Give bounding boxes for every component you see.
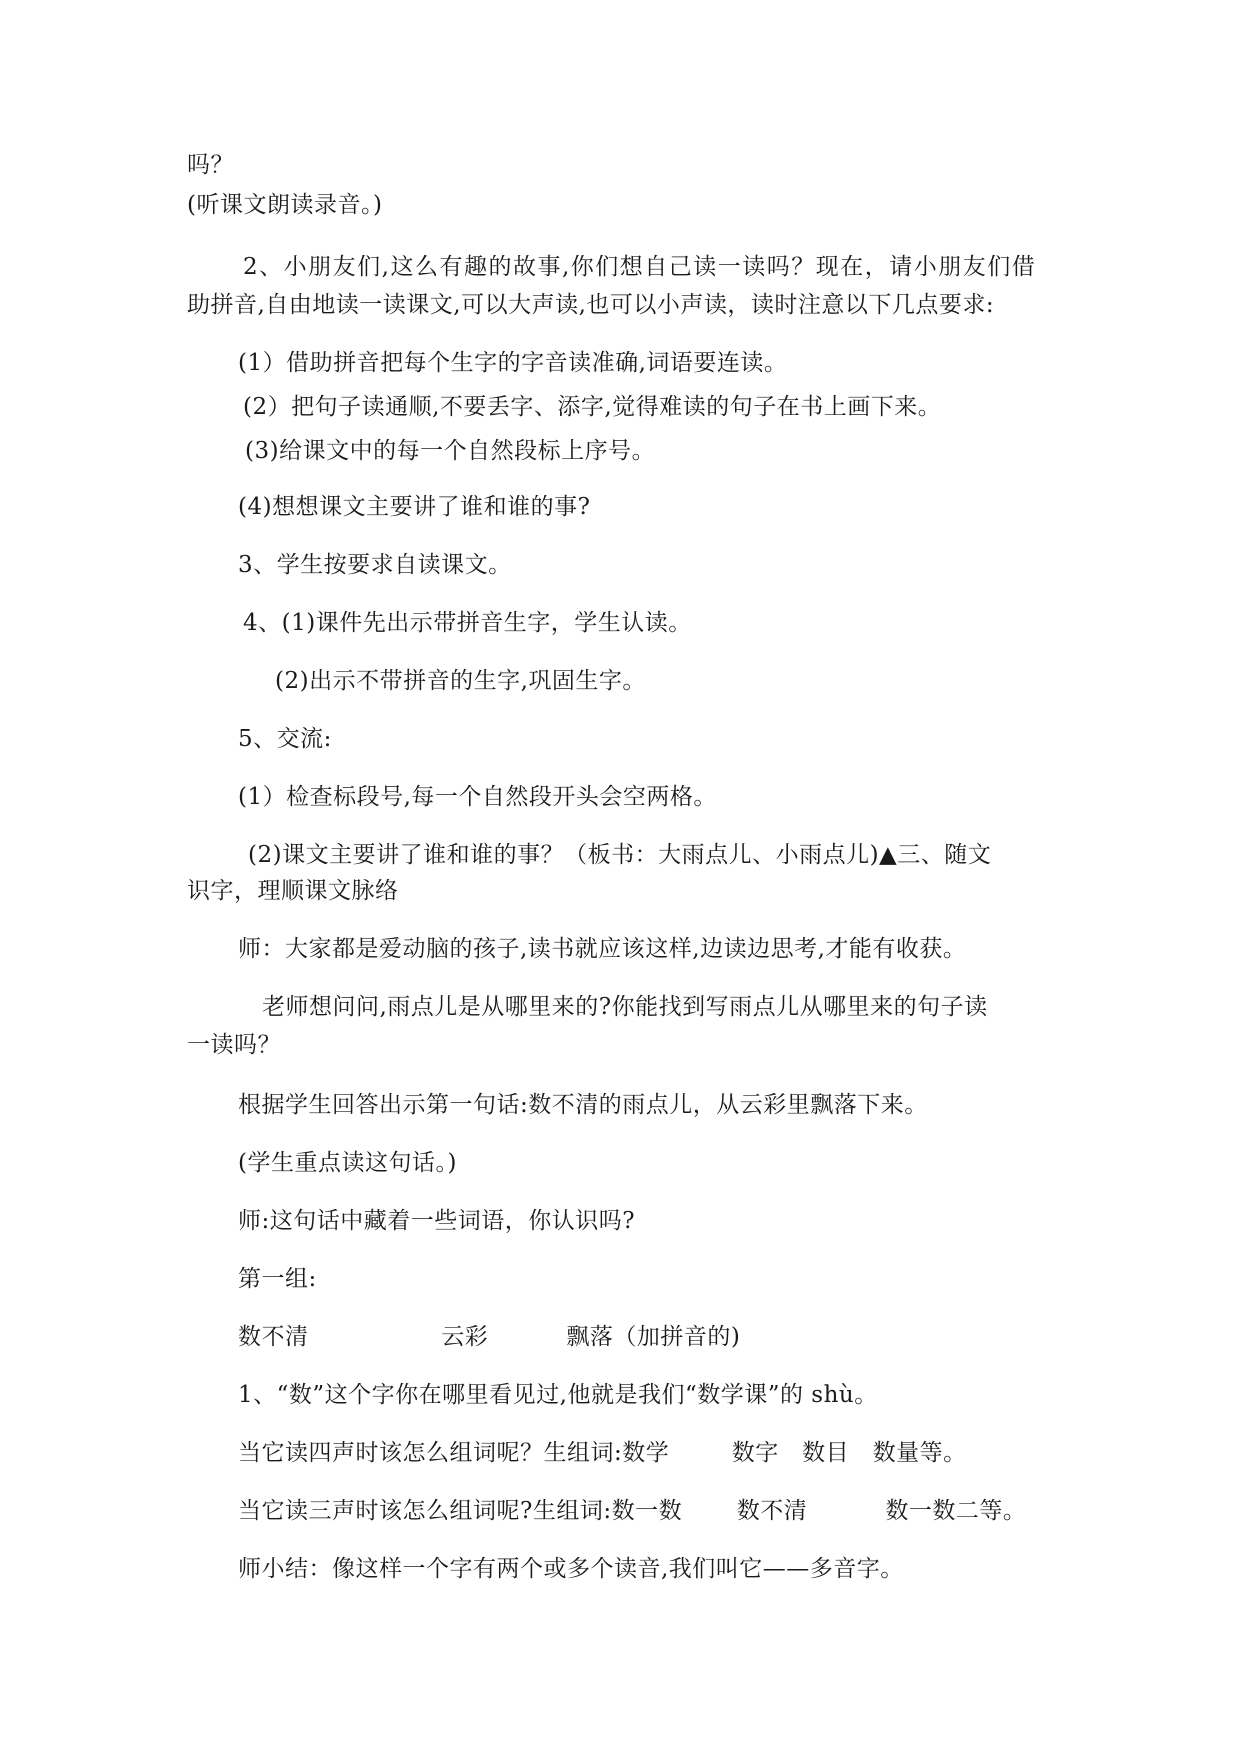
text-line: 3、学生按要求自读课文。 xyxy=(238,552,512,578)
text-line: (2）把句子读通顺,不要丢字、添字,觉得难读的句子在书上画下来。 xyxy=(243,394,942,420)
text-line: 5、交流: xyxy=(238,726,332,752)
text-line: (1）借助拼音把每个生字的字音读准确,词语要连读。 xyxy=(238,350,788,376)
text-line: (1）检查标段号,每一个自然段开头会空两格。 xyxy=(238,784,717,810)
text-line: 2、小朋友们,这么有趣的故事,你们想自己读一读吗？现在，请小朋友们借 xyxy=(243,254,1037,280)
text-line: 一读吗？ xyxy=(187,1032,281,1058)
text-line: (3)给课文中的每一个自然段标上序号。 xyxy=(245,438,656,464)
text-line: 1、“数”这个字你在哪里看见过,他就是我们“数学课”的 shù。 xyxy=(238,1382,878,1408)
text-line: 根据学生回答出示第一句话:数不清的雨点儿，从云彩里飘落下来。 xyxy=(238,1092,928,1118)
text-line: 当它读三声时该怎么组词呢?生组词:数一数 数不清 数一数二等。 xyxy=(238,1498,1027,1524)
text-line: 老师想问问,雨点儿是从哪里来的?你能找到写雨点儿从哪里来的句子读 xyxy=(262,994,988,1020)
text-line: (2)出示不带拼音的生字,巩固生字。 xyxy=(275,668,646,694)
text-line: 吗？ xyxy=(187,152,234,178)
text-line: (学生重点读这句话。) xyxy=(238,1150,457,1176)
text-line: 师小结：像这样一个字有两个或多个读音,我们叫它——多音字。 xyxy=(238,1556,904,1582)
text-line: (4)想想课文主要讲了谁和谁的事? xyxy=(238,494,591,520)
text-line: 识字，理顺课文脉络 xyxy=(187,878,399,904)
text-line: 4、(1)课件先出示带拼音生字，学生认读。 xyxy=(243,610,692,636)
text-line: (听课文朗读录音。) xyxy=(187,192,383,218)
text-line: 助拼音,自由地读一读课文,可以大声读,也可以小声读，读时注意以下几点要求: xyxy=(187,292,995,318)
text-line: (2)课文主要讲了谁和谁的事？（板书：大雨点儿、小雨点儿)▲三、随文 xyxy=(248,842,992,868)
text-line: 数不清 云彩 飘落（加拼音的) xyxy=(238,1324,741,1350)
text-line: 师：大家都是爱动脑的孩子,读书就应该这样,边读边思考,才能有收获。 xyxy=(238,936,967,962)
text-line: 第一组: xyxy=(238,1266,317,1292)
text-line: 当它读四声时该怎么组词呢？生组词:数学 数字 数目 数量等。 xyxy=(238,1440,967,1466)
text-line: 师:这句话中藏着一些词语，你认识吗? xyxy=(238,1208,636,1234)
